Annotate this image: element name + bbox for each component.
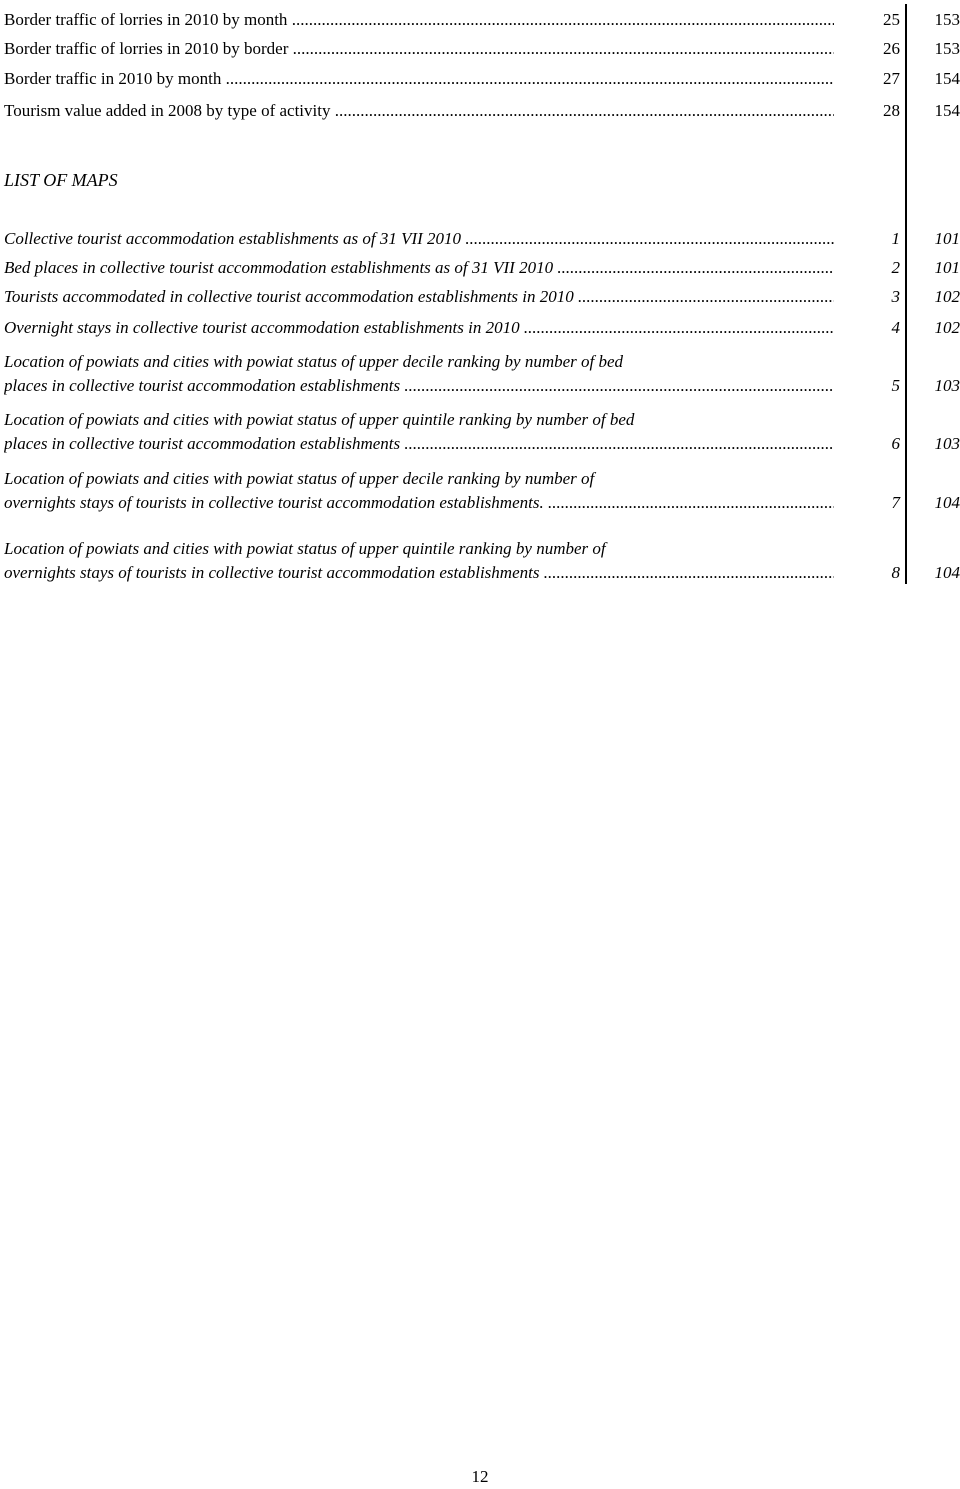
entry-number: 27: [883, 69, 900, 88]
entry-number: 26: [883, 39, 900, 58]
entry-number: 3: [891, 287, 900, 306]
entry-title: Tourists accommodated in collective tourist accommodation establishments in 2010 .....: [4, 285, 834, 309]
entry-number: 2: [891, 258, 900, 277]
entry-page: 104: [934, 563, 960, 582]
entry-title-line1: Location of powiats and cities with powiat status of upper quintile ranking by number of bed: [4, 410, 635, 429]
page-number: 12: [471, 1467, 489, 1486]
entry-title-line2: overnights stays of tourists in collective tourist accommodation establishments. .....: [4, 491, 834, 515]
entry-title-line1: Location of powiats and cities with powiat status of upper decile ranking by number of: [4, 469, 595, 488]
entry-title: Border traffic of lorries in 2010 by month .....: [4, 8, 834, 32]
entry-title-line2: places in collective tourist accommodation establishments .....: [4, 432, 834, 456]
entry-number: 8: [891, 563, 900, 582]
entry-title: Bed places in collective tourist accommodation establishments as of 31 VII 2010 .....: [4, 256, 834, 280]
entry-page: 102: [934, 287, 960, 306]
entry-title: Border traffic of lorries in 2010 by border .....: [4, 37, 834, 61]
entry-number: 28: [883, 101, 900, 120]
entry-number: 1: [891, 229, 900, 248]
entry-page: 104: [934, 493, 960, 512]
entry-page: 101: [934, 258, 960, 277]
entry-number: 6: [891, 434, 900, 453]
column-divider: [905, 4, 907, 584]
entry-page: 153: [934, 10, 960, 29]
entry-page: 103: [934, 434, 960, 453]
entry-title: Overnight stays in collective tourist accommodation establishments in 2010 .....: [4, 316, 834, 340]
entry-title-line2: places in collective tourist accommodation establishments .....: [4, 374, 834, 398]
entry-title: Border traffic in 2010 by month .....: [4, 67, 834, 91]
entry-title-line1: Location of powiats and cities with powiat status of upper quintile ranking by number of: [4, 539, 606, 558]
entry-title: Collective tourist accommodation establishments as of 31 VII 2010 .....: [4, 227, 834, 251]
entry-number: 25: [883, 10, 900, 29]
entry-title-line2: overnights stays of tourists in collective tourist accommodation establishments .....: [4, 561, 834, 585]
entry-page: 153: [934, 39, 960, 58]
entry-number: 4: [891, 318, 900, 337]
entry-page: 154: [934, 69, 960, 88]
entry-page: 103: [934, 376, 960, 395]
section-heading: LIST OF MAPS: [4, 170, 118, 190]
entry-number: 7: [891, 493, 900, 512]
entry-number: 5: [891, 376, 900, 395]
entry-title: Tourism value added in 2008 by type of activity .....: [4, 99, 834, 123]
entry-title-line1: Location of powiats and cities with powiat status of upper decile ranking by number of bed: [4, 352, 624, 371]
entry-page: 101: [934, 229, 960, 248]
entry-page: 154: [934, 101, 960, 120]
entry-page: 102: [934, 318, 960, 337]
